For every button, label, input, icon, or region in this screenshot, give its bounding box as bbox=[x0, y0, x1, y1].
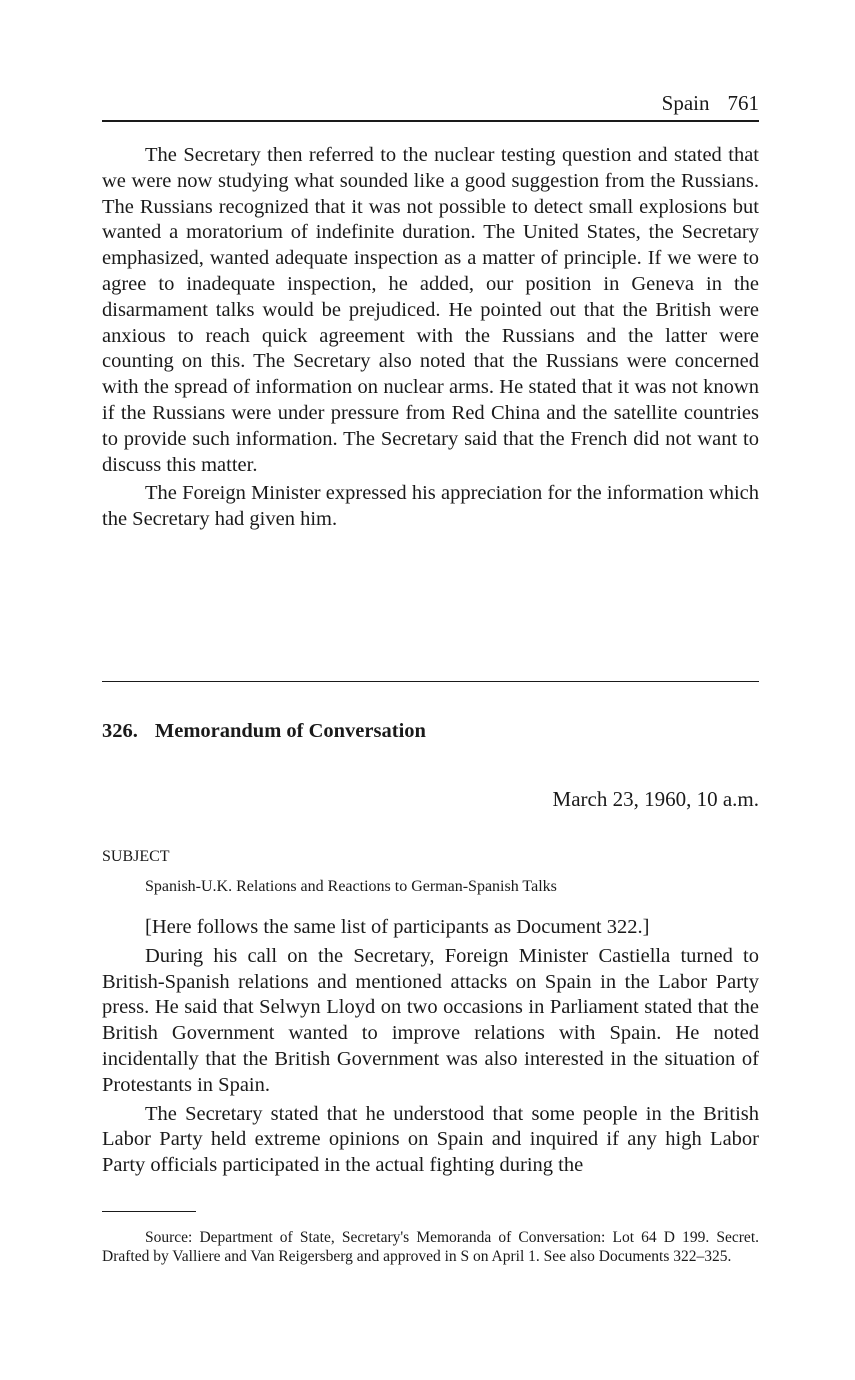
continuation-text bbox=[102, 143, 759, 536]
document-number: 326. bbox=[102, 720, 138, 742]
document-date: March 23, 1960, 10 a.m. bbox=[552, 787, 759, 811]
paragraph: During his call on the Secretary, Foreign Minister Castiella turned to British-Spanish relations and mentioned attacks on Spain in the Labor Party press. He said that Selwyn Lloyd on two occasions in Parliament stated that the British Government wanted to improve relations with Spain. He noted incidentally that the British Government was also interested in the situation of Protestants in Spain. bbox=[102, 944, 759, 1096]
document-separator bbox=[102, 681, 759, 682]
subject-label: SUBJECT bbox=[102, 848, 170, 865]
paragraph: [Here follows the same list of participants as Document 322.] bbox=[145, 916, 650, 938]
footnote-rule bbox=[102, 1211, 196, 1212]
source-footnote: Source: Department of State, Secretary's Memoranda of Conversation: Lot 64 D 199. Secret. Drafted by Valliere and Van Reigersberg and approved in S on April 1. See also Documents 322–325. bbox=[102, 1229, 759, 1265]
document-body bbox=[102, 915, 759, 1182]
document-title: Memorandum of Conversation bbox=[154, 720, 426, 742]
running-header-section: Spain bbox=[661, 91, 710, 115]
paragraph: The Foreign Minister expressed his appreciation for the information which the Secretary had given him. bbox=[102, 482, 759, 531]
paragraph: The Secretary stated that he understood that some people in the British Labor Party held extreme opinions on Spain and inquired if any high Labor Party officials participated in the actual fighting during the bbox=[102, 1102, 759, 1177]
document-heading bbox=[102, 717, 426, 745]
paragraph: The Secretary then referred to the nuclear testing question and stated that we were now studying what sounded like a good suggestion from the Russians. The Russians recognized that it was not possible to detect small explosions but wanted a moratorium of indefinite duration. The United States, the Secretary emphasized, wanted adequate inspection as a matter of principle. If we were to agree to inadequate inspection, he added, our position in Geneva in the disarmament talks would be prejudiced. He pointed out that the British were anxious to reach quick agreement with the Russians and the latter were counting on this. The Secretary also noted that the Russians were concerned with the spread of information on nuclear arms. He stated that it was not known if the Russians were under pressure from Red China and the satellite countries to provide such information. The Secretary said that the French did not want to discuss this matter. bbox=[102, 144, 759, 476]
subject-text: Spanish-U.K. Relations and Reactions to German-Spanish Talks bbox=[145, 878, 557, 895]
page-number: 761 bbox=[727, 91, 759, 115]
running-header bbox=[102, 88, 759, 122]
